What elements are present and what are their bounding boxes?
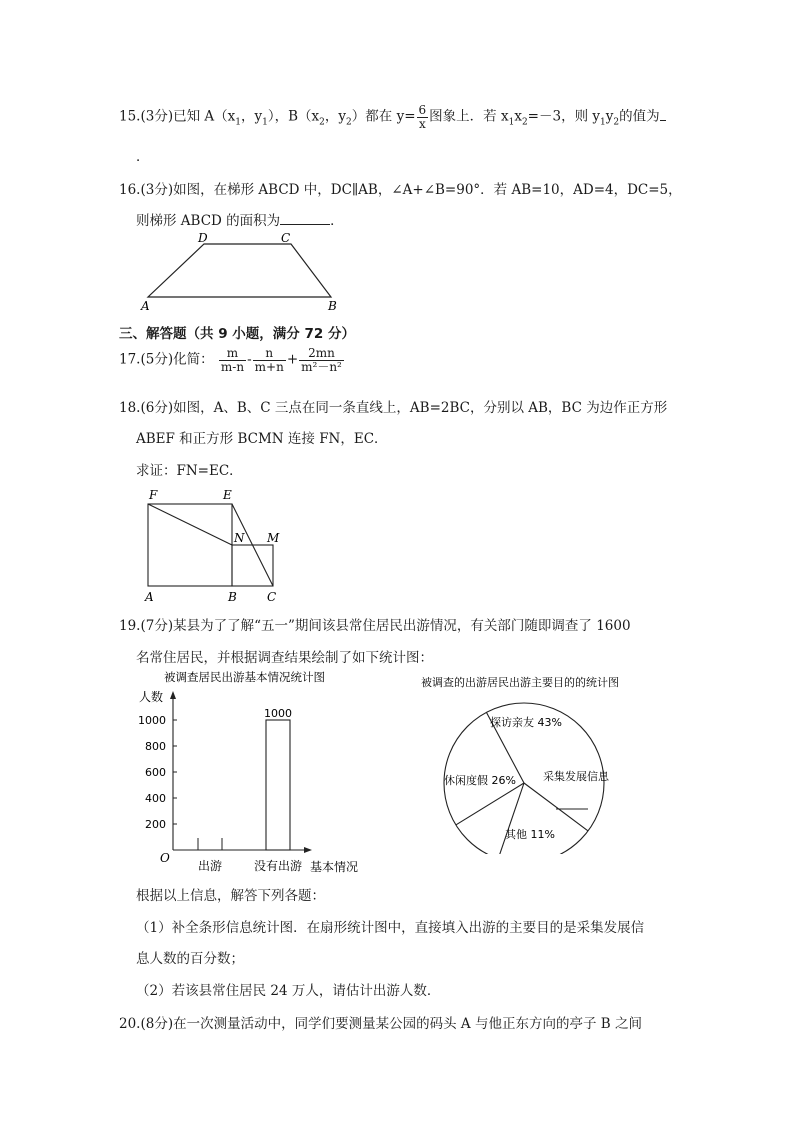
answer-blank[interactable] xyxy=(660,120,666,121)
q18-line2: ABEF 和正方形 BCMN 连接 FN，EC． xyxy=(136,431,388,447)
pie-chart xyxy=(418,668,640,854)
bar-chart-title: 被调查居民出游基本情况统计图 xyxy=(164,670,325,684)
q15-text: 图象上．若 x xyxy=(429,108,509,125)
q20-text: 在一次测量活动中，同学们要测量某公园的码头 A 与他正东方向的亭子 B 之间 xyxy=(173,1016,642,1032)
q18-number: 18. xyxy=(119,400,141,416)
q15-sub: 2 xyxy=(319,117,325,128)
q18-line3: 求证：FN=EC． xyxy=(136,463,243,479)
square-figure xyxy=(140,485,290,605)
frac-den: m²－n² xyxy=(301,359,342,374)
label-N: N xyxy=(234,531,245,545)
square-BCMN xyxy=(232,545,273,586)
q16-text: 如图，在梯形 ABCD 中，DC∥AB，∠A+∠B=90°．若 AB=10，AD=4，DC=5， xyxy=(173,182,682,198)
q16-number: 16. xyxy=(119,182,141,198)
q18-score: (6分) xyxy=(140,400,174,416)
q15-text: ，y xyxy=(324,108,347,125)
bar-chart-xlabel: 基本情况 xyxy=(310,860,359,874)
bar-chart xyxy=(128,664,378,879)
q19-line2: 名常住居民，并根据调查结果绘制了如下统计图： xyxy=(136,650,433,666)
pie-slice-label: 休闲度假 26% xyxy=(444,774,516,787)
trapezoid-figure xyxy=(136,232,346,312)
label-C: C xyxy=(267,590,277,604)
x-tick-label: 出游 xyxy=(197,859,223,873)
q15-text: ，y xyxy=(241,108,263,125)
q19-number: 19. xyxy=(119,618,141,634)
q19-line1 xyxy=(119,614,631,634)
y-tick-label: 1000 xyxy=(138,714,166,727)
fraction-3 xyxy=(299,347,344,373)
q15-number: 15. xyxy=(119,108,141,125)
frac-den: m-n xyxy=(220,359,245,374)
frac-num: m xyxy=(219,347,246,361)
q17-line xyxy=(119,347,345,373)
q15-text: ），B（x xyxy=(267,108,320,125)
q16-text: 则梯形 ABCD 的面积为 xyxy=(136,213,281,229)
q20-score: (8分) xyxy=(140,1016,174,1032)
operator: + xyxy=(286,351,299,368)
label-B: B xyxy=(328,299,337,312)
pie-slice-boundary xyxy=(498,783,524,854)
label-F: F xyxy=(149,488,158,502)
segment-FN xyxy=(148,504,232,545)
q15-sub: 1 xyxy=(235,117,241,128)
pie-slice-boundary xyxy=(524,783,588,831)
q17-score: (5分) xyxy=(140,351,174,368)
y-tick-label: 600 xyxy=(145,766,166,779)
q15-text: =－3，则 y xyxy=(527,108,600,125)
q15-sub: 2 xyxy=(613,117,620,128)
pie-slice-label: 其他 11% xyxy=(505,828,555,841)
pie-slice-label: 探访亲友 43% xyxy=(490,716,562,729)
frac-num: n xyxy=(253,347,286,361)
section-title: 三、解答题（共 9 小题，满分 72 分） xyxy=(119,326,355,342)
q15-text: 已知 A（x xyxy=(173,108,236,125)
q18-line1 xyxy=(119,396,667,416)
pie-chart-title: 被调查的出游居民出游主要目的的统计图 xyxy=(421,676,619,689)
q19-sub1a: （1）补全条形信息统计图．在扇形统计图中，直接填入出游的主要目的是采集发展信 xyxy=(136,920,645,936)
y-tick-label: 400 xyxy=(145,792,166,805)
q20-line1 xyxy=(119,1012,642,1032)
q15-sub: 2 xyxy=(521,117,528,128)
q16-text: ． xyxy=(330,213,344,229)
q19-sub1b: 息人数的百分数； xyxy=(136,951,244,967)
label-B: B xyxy=(228,590,237,604)
label-A: A xyxy=(141,299,150,312)
q15-sub: 1 xyxy=(262,117,268,128)
q15-sub: 1 xyxy=(600,117,606,128)
q15-frac-num: 6 xyxy=(418,103,427,117)
q16-score: (3分) xyxy=(140,182,174,198)
label-C: C xyxy=(281,232,291,245)
q15-fraction xyxy=(417,104,429,130)
q15-sub: 1 xyxy=(508,117,515,128)
bars xyxy=(198,707,302,873)
q19-after: 根据以上信息，解答下列各题： xyxy=(136,888,325,904)
frac-num: 2mn xyxy=(299,347,344,361)
q15-text: 的值为 xyxy=(619,108,660,125)
label-M: M xyxy=(267,531,280,545)
origin-label: O xyxy=(160,851,170,865)
q15-score: (3分) xyxy=(140,108,174,125)
q16-line1 xyxy=(119,178,682,198)
label-A: A xyxy=(145,590,154,604)
operator: - xyxy=(247,351,252,368)
q18-text: 如图，A、B、C 三点在同一条直线上，AB=2BC，分别以 AB，BC 为边作正方形 xyxy=(173,400,668,416)
q15-text: ）都在 xyxy=(351,108,393,125)
q15-sub: 2 xyxy=(346,117,352,128)
q15-frac-den: x xyxy=(418,116,426,131)
frac-den: m+n xyxy=(254,359,284,374)
q20-number: 20. xyxy=(119,1016,141,1032)
fraction-2 xyxy=(253,347,286,373)
pie-slice-boundary xyxy=(456,783,524,825)
q19-sub2: （2）若该县常住居民 24 万人，请估计出游人数． xyxy=(136,983,441,999)
q15-func-lhs: y= xyxy=(396,108,416,125)
x-tick-label: 没有出游 xyxy=(253,859,303,873)
q17-text: 化简： xyxy=(173,351,214,368)
x-axis-arrow xyxy=(304,847,312,853)
q16-line2 xyxy=(136,209,344,229)
y-tick-label: 200 xyxy=(145,818,166,831)
q15-text: y xyxy=(605,108,614,125)
y-tick-label: 800 xyxy=(145,740,166,753)
label-E: E xyxy=(223,488,232,502)
bar-data-label: 1000 xyxy=(264,707,292,720)
bar xyxy=(266,720,290,850)
y-axis-arrow xyxy=(170,691,176,699)
answer-blank[interactable] xyxy=(280,224,330,225)
q19-text: 某县为了了解“五一”期间该县常住居民出游情况，有关部门随即调查了 1600 xyxy=(173,618,631,634)
q15-line1 xyxy=(119,104,666,130)
q17-number: 17. xyxy=(119,351,141,368)
square-ABEF xyxy=(148,504,232,586)
q15-line2: ． xyxy=(136,149,150,165)
q15-text: x xyxy=(514,108,522,125)
pie-labels xyxy=(444,715,610,841)
q19-score: (7分) xyxy=(140,618,174,634)
pie-slice-label: 采集发展信息 xyxy=(543,770,609,783)
trapezoid-shape xyxy=(148,244,331,297)
fraction-1 xyxy=(219,347,246,373)
bar-chart-ylabel: 人数 xyxy=(139,690,164,704)
label-D: D xyxy=(198,232,208,245)
y-ticks xyxy=(138,714,177,831)
